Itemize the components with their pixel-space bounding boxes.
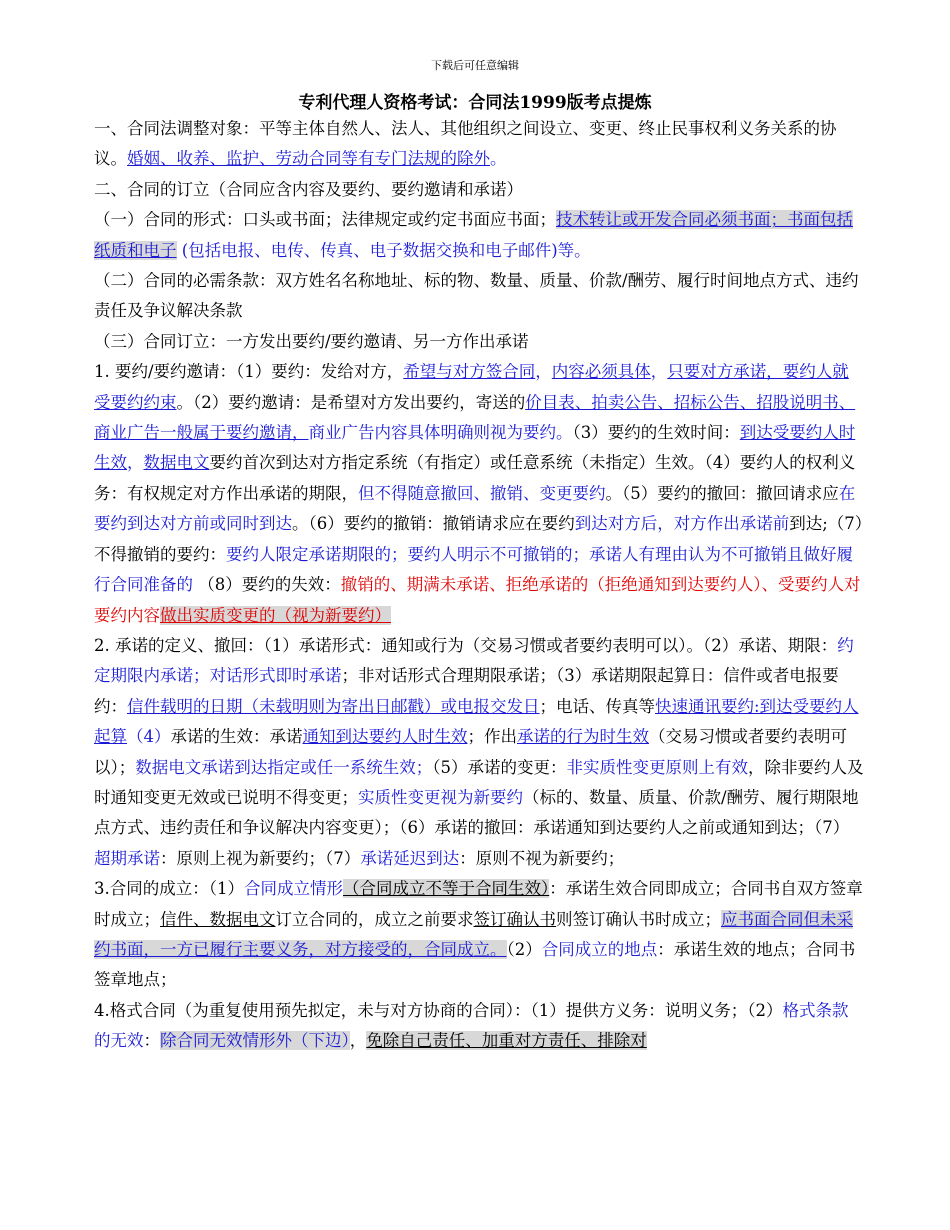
text-run: 。（6）要约的撤销：撤销请求应在要约	[292, 514, 575, 534]
text-run: ，	[650, 362, 668, 382]
text-run: ，	[535, 362, 552, 382]
text-run: 。（2）要约邀请：是希望对方发出要约，寄送的	[176, 392, 526, 412]
text-run: 婚姻、收养、监护、劳动合同等有专门法规的除外	[127, 149, 490, 169]
text-run: 在要约到达对方前或同时到达	[94, 483, 856, 534]
section-2-heading	[94, 175, 864, 205]
text-run: （5）承诺的变更：	[432, 757, 567, 777]
sub-3-conclusion-heading	[94, 327, 864, 357]
item-1-offer	[94, 357, 864, 631]
text-run: 希望与对方签合同	[403, 362, 536, 382]
text-run: 商业广告内容具体明确则视为要约。	[308, 423, 573, 443]
document-body	[94, 114, 864, 1057]
section-1-adjustment-object	[94, 114, 864, 175]
text-run: 格式条款的无效	[94, 1000, 849, 1051]
text-run: 信件、数据电文	[160, 909, 276, 929]
text-run: 数据电文	[143, 453, 210, 473]
text-run: 。	[490, 149, 507, 169]
text-run: 快速通讯要约:到达受要约人起算	[94, 696, 859, 747]
document-title: 专利代理人资格考试：合同法1999版考点提炼	[298, 93, 652, 113]
text-run: 信件载明的日期（未载明则为寄出日邮戳）或电报交发日	[127, 696, 540, 716]
text-run: 承诺的行为时生效	[517, 727, 649, 747]
text-run: ：双方姓名名称地址、标的物、数量、质量、价款/酬劳、履行时间地点方式、违约责任及争议解决条款	[94, 271, 859, 321]
text-run: （一）合同的形式：	[94, 210, 243, 230]
text-run: （2）	[506, 939, 542, 959]
text-run: 到达;（7）不得撤销的要约：	[94, 514, 864, 564]
text-run: ：	[143, 1031, 160, 1051]
text-run: 撤销的、期满未承诺、拒绝承诺的（拒绝通知到达要约人）、受要约人对要约内容	[94, 575, 861, 625]
text-run: ；非对话形式合理期限承诺；（3）承诺期限起算日：信件或者电报要约：	[94, 666, 839, 716]
text-run: 。（5）要约的撤回：撤回请求应	[605, 483, 839, 503]
text-run: 免除自己责任、加重对方责任、排除对	[366, 1031, 647, 1051]
sub-1-contract-form	[94, 205, 864, 266]
text-run: ，	[127, 453, 144, 473]
text-run: 价目表、拍卖公告、招标公告、招股说明书、商业广告一般属于要约邀请，	[94, 392, 856, 443]
text-run: （交易习惯或者要约表明可以）；	[94, 727, 847, 777]
sub-2-required-terms	[94, 266, 864, 327]
text-run: 但不得随意撤回、撤销、变更要约	[358, 483, 606, 503]
text-run: 承诺延迟到达	[360, 848, 460, 868]
text-run: 超期承诺	[94, 848, 160, 868]
text-run: 承诺的生效：承诺	[170, 727, 303, 747]
text-run: 一、合同法调整对象	[94, 119, 243, 138]
text-run: 数据电文承诺到达指定或任一系统生效；	[135, 757, 433, 777]
text-run: 约定期限内承诺；对话形式即时承诺	[94, 635, 854, 686]
text-run: （4）	[127, 727, 171, 747]
text-run: 到达对方后，对方作出承诺前	[574, 514, 790, 534]
text-run: 包括电报、电传、传真、电子数据交换和电子邮件)等。	[188, 240, 591, 260]
item-2-acceptance	[94, 631, 864, 874]
text-run: 只要对方承诺，要约人就受要约约束	[94, 362, 849, 412]
text-run: (	[176, 240, 189, 260]
text-run: 4.格式合同（为重复使用预先拟定，未与对方协商的合同）：（1）提供方义务：说明义务；（2）	[94, 1000, 783, 1020]
text-run: 3.合同的成立：（1）	[94, 879, 244, 899]
text-run: 2. 承诺的定义、撤回：（1）承诺形式：通知或行为（交易习惯或者要约表明可以）。（2）承诺、期限：	[94, 635, 838, 655]
text-run: 实质性变更视为新要约	[358, 787, 523, 807]
text-run: ：平等主体自然人、法人、其他组织之间设立、变更、终止民事权利义务关系的协议。	[94, 119, 837, 169]
text-run: （合同成立不等于合同生效）	[343, 879, 550, 899]
text-run: 除合同无效情形外（下边）	[160, 1031, 350, 1051]
text-run: 内容必须具体	[551, 362, 651, 382]
text-run: 应书面合同但未采约书面，一方已履行主要义务，对方接受的，合同成立。	[94, 909, 853, 959]
text-run: 合同成立的地点	[541, 939, 658, 959]
text-run: 要约首次到达对方指定系统（有指定）或任意系统（未指定）生效。（4）要约人的权利义务：有权规定对方作出承诺的期限，	[94, 453, 856, 503]
text-run: ；作出	[467, 727, 517, 747]
text-run: 口头或书面；法律规定或约定书面应书面；	[242, 210, 556, 230]
text-run: 要约人限定承诺期限的；要约人明示不可撤销的；承诺人有理由认为不可撤销且做好履行合同准备的	[94, 544, 853, 595]
text-run: ；电话、传真等	[539, 696, 655, 716]
page-header: 下载后可任意编辑	[431, 59, 519, 72]
item-4-standard-contract	[94, 996, 864, 1057]
text-run: 订立合同的，成立之前要求	[275, 909, 474, 929]
text-run: ：原则不视为新要约；	[459, 848, 625, 868]
item-3-formation	[94, 874, 864, 996]
text-run: ：承诺生效合同即成立；合同书自双方签章时成立；	[94, 879, 863, 929]
text-run: ：承诺生效的地点；合同书签章地点；	[94, 939, 856, 990]
text-run: （3）要约的生效时间：	[572, 423, 740, 443]
text-run: 通知到达要约人时生效	[302, 727, 468, 747]
text-run: （三）合同订立：一方发出要约/要约邀请、另一方作出承诺	[94, 331, 529, 351]
text-run: 做出实质变更的（视为新要约）	[160, 605, 391, 625]
text-run: 非实质性变更原则上有效	[566, 757, 748, 777]
text-run: ：原则上视为新要约；（7）	[160, 848, 361, 868]
text-run: 技术转让或开发合同必须书面；书面包括纸质和电子	[94, 210, 853, 260]
text-run: 二、合同的订立（合同应含内容及要约、要约邀请和承诺）	[94, 179, 523, 199]
text-run: 合同成立情形	[244, 879, 343, 899]
text-run: （8）要约的失效：	[193, 575, 341, 595]
text-run: 1. 要约/要约邀请：（1）要约：发给对方，	[94, 362, 404, 382]
text-run: ，除非要约人及时通知变更无效或已说明不得变更；	[94, 757, 864, 807]
text-run: （二）合同的必需条款	[94, 271, 259, 291]
text-run: 则签订确认书时成立；	[556, 909, 721, 929]
text-run: ，	[349, 1031, 367, 1051]
text-run: 签订确认书	[473, 909, 556, 929]
text-run: （标的、数量、质量、价款/酬劳、履行期限地点方式、违约责任和争议解决内容变更）；（6）承诺的撤回：承诺通知到达要约人之前或通知到达；（7）	[94, 787, 859, 838]
text-run: 到达受要约人时生效	[94, 423, 856, 473]
